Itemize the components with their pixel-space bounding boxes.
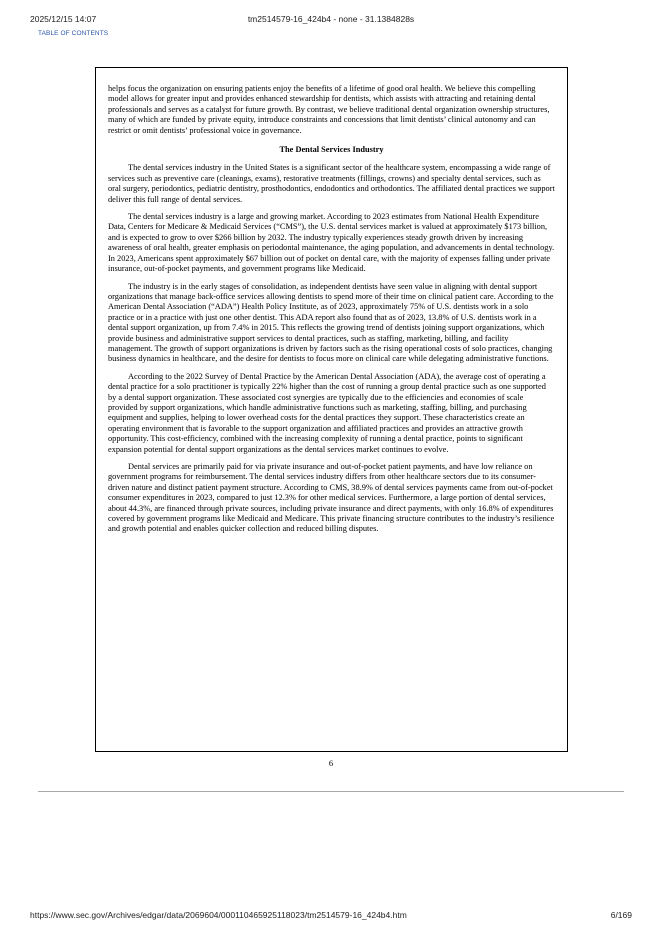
print-header-title: tm2514579-16_424b4 - none - 31.1384828s [247,14,415,24]
body-paragraph: The dental services industry is a large and growing market. According to 2023 estimates from National Health Expenditure Data, Centers for Medicare & Medicaid Services (“CMS”), the U.S. dental services market is valued at approximately $173 billion, and is expected to grow to over $266 billion by 2032. The industry typically experiences steady growth driven by increasing awareness of oral health, greater emphasis on periodontal maintenance, the aging population, and advancements in dental technology. In 2023, Americans spent approximately $67 billion out of pocket on dental care, with the majority of expenses falling under private insurance, out-of-pocket payments, and government programs like Medicaid. [108,212,555,274]
body-paragraph: helps focus the organization on ensuring patients enjoy the benefits of a lifetime of good oral health. We believe this compelling model allows for greater input and provides enhanced stewardship for dentists, which assists with attracting and retaining dental professionals and serves as a catalyst for future growth. By contrast, we believe traditional dental organization ownership structures, many of which are funded by private equity, introduce constraints and concessions that limit dentists’ clinical autonomy and can restrict or omit dentists’ professional voice in governance. [108,84,550,135]
print-footer-page-count: 6/169 [610,910,632,920]
print-header-datetime: 2025/12/15 14:07 [30,14,97,24]
print-footer-url: https://www.sec.gov/Archives/edgar/data/2069604/000110465925118023/tm2514579-16_424b4.htm [30,910,407,920]
body-paragraph: Dental services are primarily paid for via private insurance and out-of-pocket patient payments, and have low reliance on government programs for reimbursement. The dental services industry differs from other healthcare sectors due to its consumer-driven nature and distinct patient payment structure. According to CMS, 38.9% of dental services payments came from out-of-pocket consumer expenditures in 2023, compared to just 12.3% for other medical services. Furthermore, a large portion of dental services, about 44.3%, are financed through private sources, including private insurance and direct payments, with only 16.8% of expenditures covered by government programs like Medicaid and Medicare. This private financing structure contributes to the industry’s resilience and growth potential and enables quicker collection and reduced billing disputes. [108,462,555,534]
section-heading: The Dental Services Industry [279,145,384,155]
document-page-content [95,67,568,752]
page-number: 6 [328,758,334,768]
table-of-contents-link[interactable]: TABLE OF CONTENTS [38,30,109,37]
body-paragraph: The dental services industry in the United States is a significant sector of the healthcare system, encompassing a wide range of services such as preventive care (cleanings, exams), restorative treatments (fillings, crowns) and specialty dental services, such as oral surgery, periodontics, pediatric dentistry, prosthodontics, endodontics and orthodontics. The affiliated dental practices we support deliver this full range of dental services. [108,163,555,204]
body-paragraph: According to the 2022 Survey of Dental Practice by the American Dental Association (ADA), the average cost of operating a dental practice for a solo practitioner is typically 22% higher than the cost of running a group dental practice such as one supported by a dental support organization. These associated cost synergies are typically due to the efficiencies and economies of scale provided by support organizations, which handle administrative functions such as marketing, staffing, billing, and purchasing equipment and supplies, helping to lower overhead costs for the dental practices they support. These characteristics create an operating environment that is favorable to the support organization and affiliated practices and provides an attractive growth opportunity. This cost-efficiency, combined with the increasing complexity of running a dental practice, points to significant expansion potential for dental support organizations as the dental services market continues to evolve. [108,371,546,454]
page-divider [38,791,624,792]
body-paragraph: The industry is in the early stages of consolidation, as independent dentists have seen value in aligning with dental support organizations that manage back-office services allowing dentists to spend more of their time on clinical patient care. According to the American Dental Association (“ADA”) Health Policy Institute, as of 2023, approximately 75% of U.S. dentists work in a solo practice or in a practice with just one other dentist. This ADA report also found that as of 2023, 13.8% of U.S. dentists work in a dental support organization, up from 7.4% in 2015. This reflects the growing trend of dentists joining support organizations, which provide business and administrative support services to dental practices, such as staffing, marketing, billing, and facility management. The growth of support organizations is driven by factors such as the rising operational costs of solo practices, changing business dynamics in healthcare, and the desire for dentists to focus more on clinical care while delegating administrative functions. [108,281,554,364]
